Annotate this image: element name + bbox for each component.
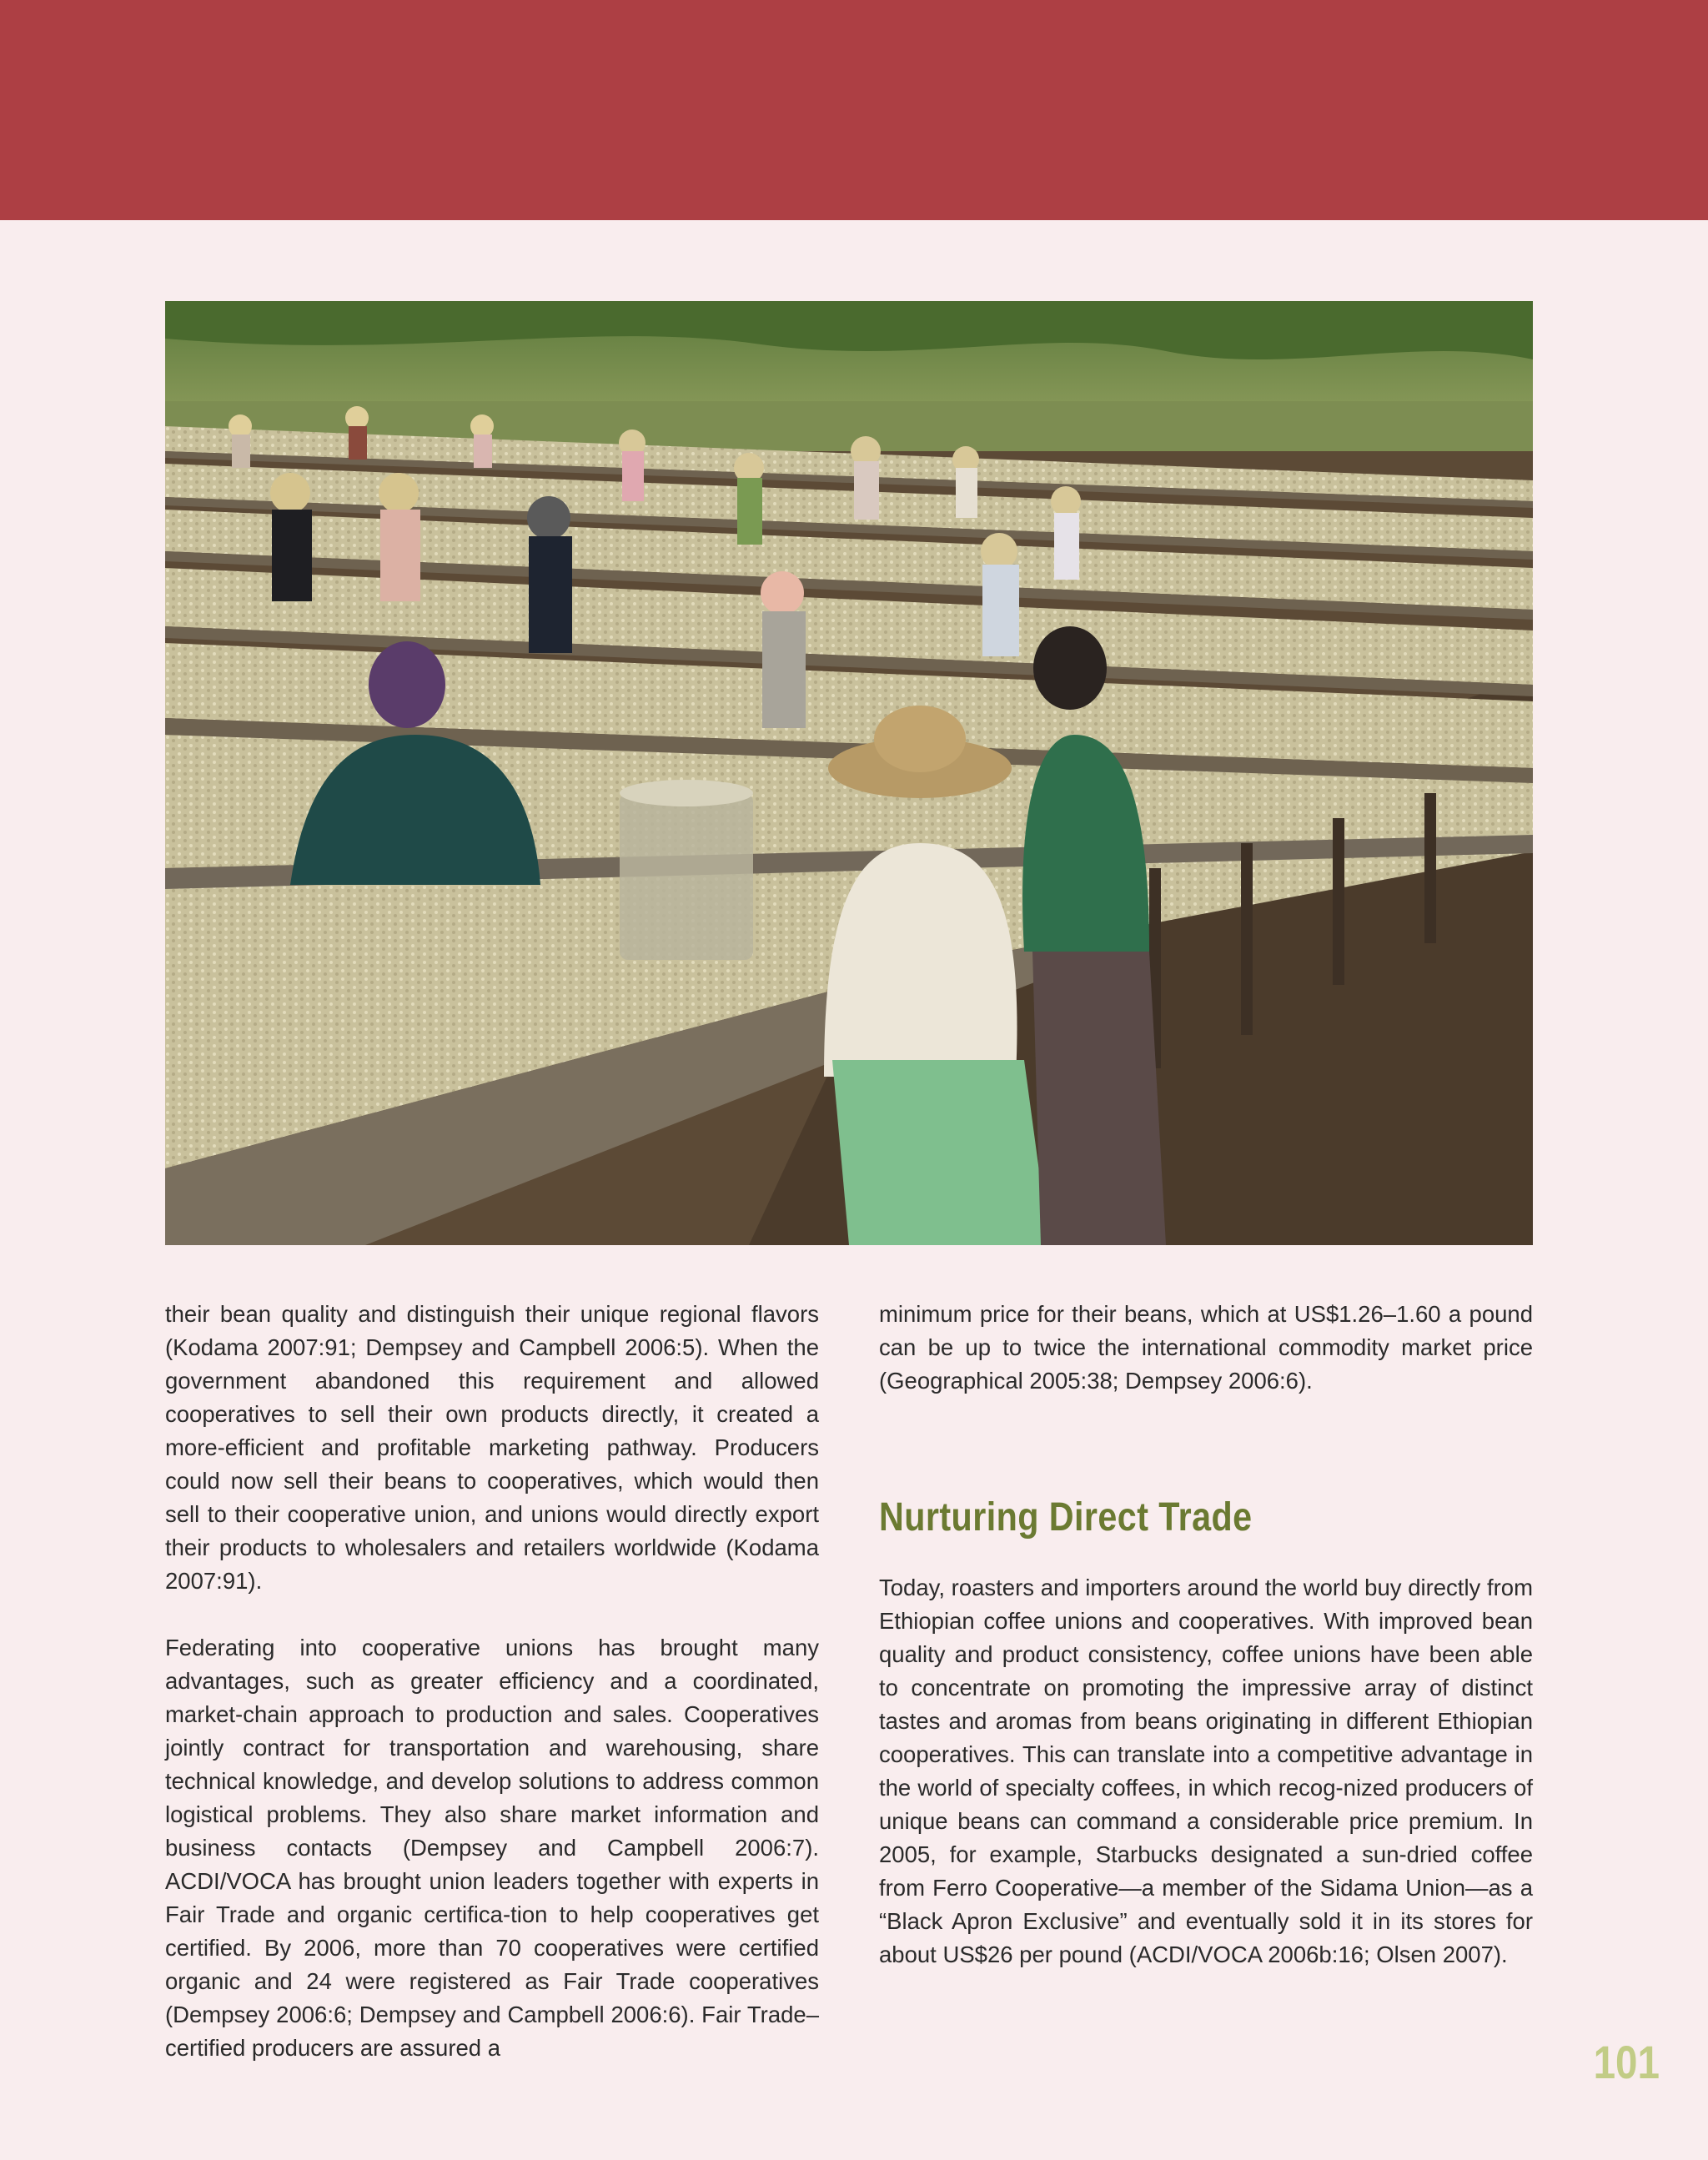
photo-illustration — [165, 301, 1533, 1245]
coffee-drying-beds-photo — [165, 301, 1533, 1245]
right-column — [879, 1298, 1533, 1972]
right-paragraph-1: minimum price for their beans, which at US$1.26–1.60 a pound can be up to twice the international commodity market price (Geographical 2005:38; Dempsey 2006:6). — [879, 1301, 1533, 1394]
header-color-band — [0, 0, 1708, 220]
left-paragraph-2: Federating into cooperative unions has brought many advantages, such as greater efficiency and a coordinated, market-chain approach to production and sales. Cooperatives jointly contract for transportation and warehousing, share technical knowledge, and develop solutions to address common logistical problems. They also share market information and business contacts (Dempsey and Campbell 2006:7). ACDI/VOCA has brought union leaders together with experts in Fair Trade and organic certifica-tion to help cooperatives get certified. By 2006, more than 70 cooperatives were certified organic and 24 were registered as Fair Trade cooperatives (Dempsey 2006:6; Dempsey and Campbell 2006:6). Fair Trade–certified producers are assured a — [165, 1635, 819, 2061]
right-paragraph-2: Today, roasters and importers around the world buy directly from Ethiopian coffee unions and cooperatives. With improved bean quality and product consistency, coffee unions have been able to concentrate on promoting the impressive array of distinct tastes and aromas from beans originating in different Ethiopian cooperatives. This can translate into a competitive advantage in the world of specialty coffees, in which recog-nized producers of unique beans can command a considerable price premium. In 2005, for example, Starbucks designated a sun-dried coffee from Ferro Cooperative—a member of the Sidama Union—as a “Black Apron Exclusive” and eventually sold it in its stores for about US$26 per pound (ACDI/VOCA 2006b:16; Olsen 2007). — [879, 1575, 1533, 1967]
section-heading: Nurturing Direct Trade — [879, 1495, 1253, 1540]
page-number: 101 — [1593, 2036, 1660, 2088]
left-paragraph-1: their bean quality and distinguish their unique regional flavors (Kodama 2007:91; Dempsey and Campbell 2006:5). When the government abandoned this requirement and allowed cooperatives to sell their own products directly, it created a more-efficient and profitable marketing pathway. Producers could now sell their beans to cooperatives, which would then sell to their cooperative union, and unions would directly export their products to wholesalers and retailers worldwide (Kodama 2007:91). — [165, 1301, 819, 1594]
left-column — [165, 1298, 819, 2065]
